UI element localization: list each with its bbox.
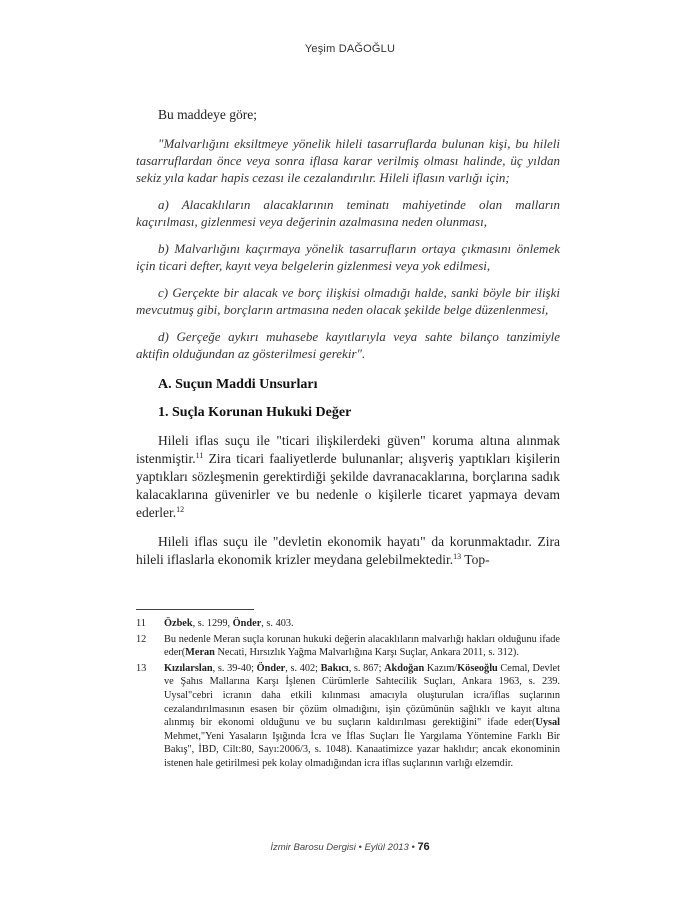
quote-item-b: b) Malvarlığını kaçırmaya yönelik tasarrufların ortaya çıkmasını önlemek için ticari defter, kayıt veya belgelerin gizlenmesi veya yok edilmesi, bbox=[136, 241, 560, 273]
quote-paragraph-main: "Malvarlığını eksiltmeye yönelik hileli tasarruflarda bulunan kişi, bu hileli tasarruflardan önce veya sonra iflasa karar verilmiş olması halinde, üç yıldan sekiz yıla kadar hapis cezası ile cezalandırılır. Hileli iflasın varlığı için; bbox=[136, 136, 560, 185]
body-paragraph-1 bbox=[136, 432, 560, 522]
author-name: Uysal bbox=[535, 717, 560, 729]
citation-text: , s. 867; bbox=[348, 662, 385, 674]
citation-text: Cemal, Devlet ve Şahıs Mallarına Karşı İşlenen Cürümlerle Sahtecilik Suçları, Ankara 1963, s. 239. Uysal"cebri icranın daha etkili kılınması amacıyla oluşturulan icra/iflas suçlarının cezalandırılmasının esasen bir çözüm olmadığını, işin çözümünün sağlıklı ve kayıt altına alınmış bir ekonomi olduğunu ve bu suçların kaldırılması gerektiğini" ifade eder( bbox=[164, 662, 560, 729]
paragraph-text: Top- bbox=[461, 552, 490, 567]
footer-separator: • bbox=[355, 842, 365, 853]
footer-separator: • bbox=[408, 842, 418, 853]
paragraph-text: Hileli iflas suçu ile "devletin ekonomik hayatı" da korunmaktadır. Zira hileli iflaslarla ekonomik krizler meydana gelebilmektedir. bbox=[136, 534, 560, 567]
footnote-ref-12[interactable]: 12 bbox=[176, 505, 185, 514]
citation-text: , s. 402; bbox=[285, 662, 321, 674]
author-name: Akdoğan bbox=[384, 662, 425, 674]
footnote-ref-11[interactable]: 11 bbox=[195, 451, 204, 460]
page-footer bbox=[0, 841, 700, 853]
footnote-text bbox=[164, 633, 560, 660]
footnote-number: 13 bbox=[136, 662, 147, 674]
footnote-11 bbox=[136, 617, 560, 631]
citation-text: Mehmet,"Yeni Yasaların Işığında İcra ve İflas Suçları İle Yargılama Yöntemine Farklı Bir Bakış", İBD, Cilt:80, Sayı:2006/3, s. 1048). Kanaatimizce yazar haklıdır; ancak ekonominin istenen hale getirilmesi pek kolay olmadığından icra iflas suçlarının varlığı elzemdir. bbox=[164, 730, 560, 769]
issue-date: Eylül 2013 bbox=[364, 842, 409, 853]
running-header: Yeşim DAĞOĞLU bbox=[304, 43, 396, 55]
quote-item-c: c) Gerçekte bir alacak ve borç ilişkisi olmadığı halde, sanki böyle bir ilişki mevcutmuş gibi, borçların artmasına neden olacak şekilde belge düzenlenmesi, bbox=[136, 285, 560, 317]
footnote-separator bbox=[136, 609, 254, 610]
body-paragraph-2 bbox=[136, 533, 560, 569]
quote-item-a: a) Alacaklıların alacaklarının teminatı mahiyetinde olan malların kaçırılması, gizlenmesi veya değerinin azalmasına neden olunması, bbox=[136, 197, 560, 229]
page-number: 76 bbox=[417, 841, 430, 853]
citation-text: , s. 403. bbox=[261, 618, 294, 629]
footnote-13 bbox=[136, 662, 560, 771]
author-name: Önder bbox=[232, 618, 262, 629]
subsection-heading-1: 1. Suçla Korunan Hukuki Değer bbox=[158, 405, 352, 420]
author-name: Özbek bbox=[164, 618, 193, 629]
footnote-12 bbox=[136, 633, 560, 660]
quote-item-d: d) Gerçeğe aykırı muhasebe kayıtlarıyla veya sahte bilanço tanzimiyle aktifin olduğundan az gösterilmesi gerekir". bbox=[136, 329, 560, 361]
citation-text: Necati, Hırsızlık Yağma Malvarlığına Karşı Suçlar, Ankara 2011, s. 312). bbox=[214, 647, 519, 659]
author-name: Köseoğlu bbox=[457, 662, 498, 674]
paragraph-text: Hileli iflas suçu ile "ticari ilişkilerdeki güven" koruma altına alınmak istenmiştir. bbox=[136, 433, 560, 466]
author-name: Kızılarslan bbox=[164, 662, 213, 674]
author-name: Önder bbox=[256, 662, 286, 674]
page-body bbox=[136, 106, 560, 580]
citation-text: Bu nedenle Meran suçla korunan hukuki değerin alacaklıların malvarlığı hakları olduğunu ifade eder( bbox=[164, 633, 560, 659]
footnotes bbox=[136, 617, 560, 773]
citation-text: , s. 39-40; bbox=[212, 662, 257, 674]
section-heading-a: A. Suçun Maddi Unsurları bbox=[158, 377, 318, 392]
footnote-text bbox=[164, 662, 560, 771]
journal-name: İzmir Barosu Dergisi bbox=[270, 842, 356, 853]
author-name: Meran bbox=[185, 647, 215, 659]
footnote-ref-13[interactable]: 13 bbox=[453, 552, 462, 561]
footnote-number: 11 bbox=[136, 618, 146, 629]
citation-text: Kazım/ bbox=[424, 662, 458, 674]
author-name: Bakıcı bbox=[320, 662, 349, 674]
footnote-text bbox=[164, 617, 560, 631]
footnote-number: 12 bbox=[136, 633, 147, 645]
citation-text: , s. 1299, bbox=[192, 618, 233, 629]
paragraph-text: Zira ticari faaliyetlerde bulunanlar; alışveriş yaptıkları kişilerin yaptıkları sözleşmenin gerektirdiği şekilde davranacaklarına, borçlarına sadık kalacaklarına güvenirler ve bu nedenle o kişilerle ticaret yapmaya devam ederler. bbox=[136, 451, 560, 520]
intro-paragraph: Bu maddeye göre; bbox=[158, 107, 257, 122]
